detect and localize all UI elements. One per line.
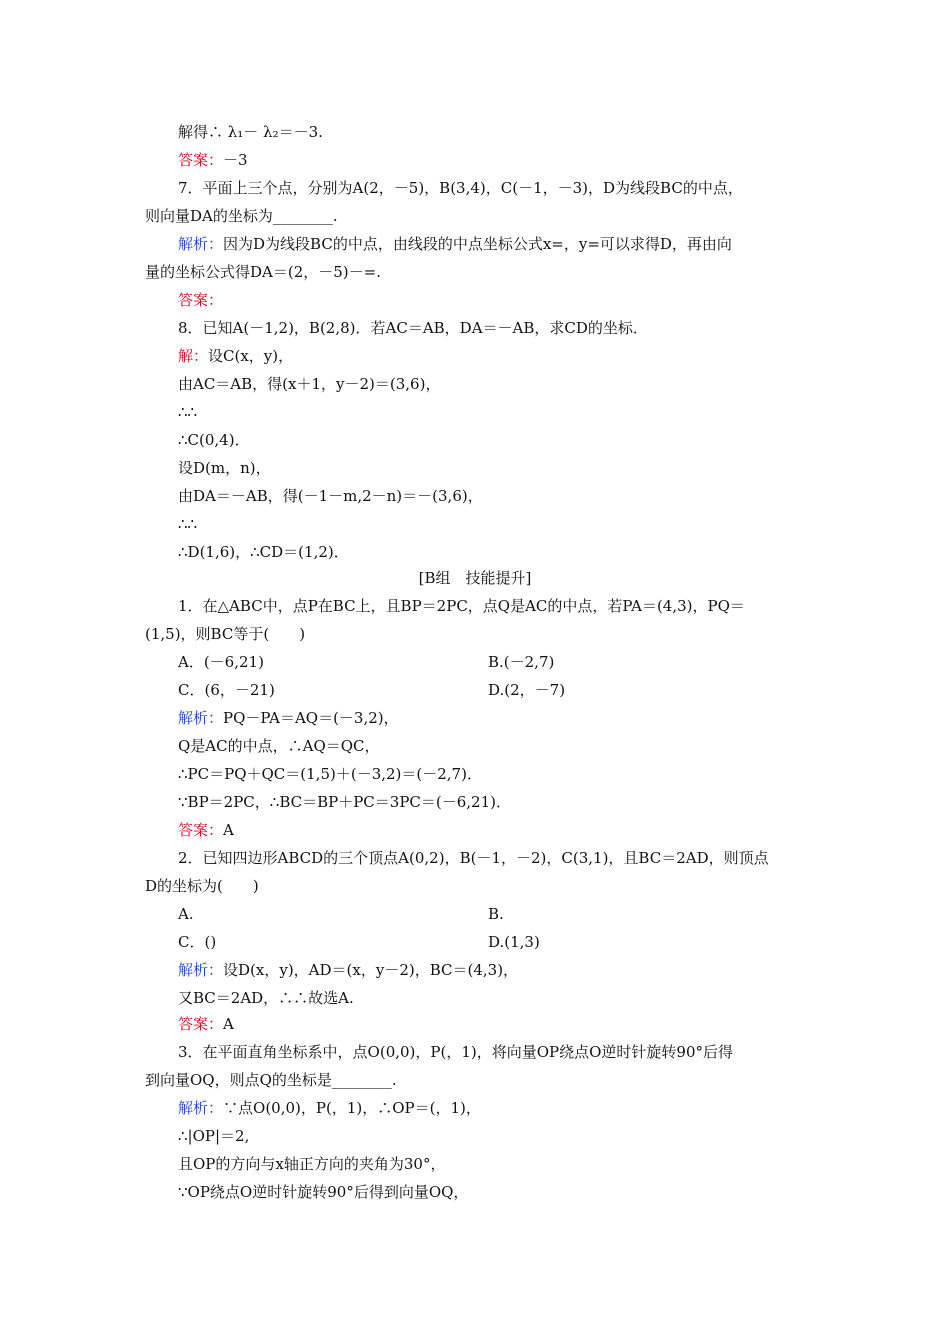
analysis-text: 设D(x，y)，AD＝(x，y－2)，BC＝(4,3)， (223, 961, 519, 979)
analysis-text: ∵点O(0,0)，P(，1)，∴OP＝(，1)， (223, 1099, 481, 1117)
text-line: 由DA＝－AB，得(－1－m,2－n)＝－(3,6)， (178, 487, 483, 505)
question-1-line-1: 1．在△ABC中，点P在BC上，且BP＝2PC，点Q是AC的中点，若PA＝(4,3)，PQ＝ (178, 597, 745, 615)
option-b: B.(－2,7) (488, 653, 555, 671)
text-line: ∴∴ (178, 515, 198, 533)
analysis-text: PQ－PA＝AQ＝(－3,2)， (223, 709, 399, 727)
section-heading: [B组 技能提升] (418, 569, 532, 587)
answer-value: A (223, 821, 234, 839)
text-line: ∵BP＝2PC，∴BC＝BP＋PC＝3PC＝(－6,21)． (178, 793, 511, 811)
option-b: B. (488, 905, 504, 923)
answer-value: －3 (223, 151, 248, 169)
text-line: 设D(m，n)， (178, 459, 271, 477)
text-line: 又BC＝2AD，∴∴故选A. (178, 989, 354, 1007)
answer-label: 答案： (178, 291, 224, 309)
answer-line (178, 1014, 234, 1034)
text-line: Q是AC的中点，∴AQ＝QC， (178, 737, 380, 755)
answer-label: 答案： (178, 821, 224, 839)
question-2-line-2: D的坐标为( ) (145, 877, 259, 895)
text-line: ∵OP绕点O逆时针旋转90°后得到向量OQ， (178, 1183, 469, 1201)
answer-line (178, 820, 234, 840)
analysis-text: 因为D为线段BC的中点，由线段的中点坐标公式x=，y=可以求得D，再由向 (223, 235, 732, 253)
analysis-line (178, 708, 399, 728)
text-line: ∴PC＝PQ＋QC＝(1,5)＋(－3,2)＝(－2,7)． (178, 765, 482, 783)
analysis-line (178, 1098, 481, 1118)
text-line: 且OP的方向与x轴正方向的夹角为30°， (178, 1155, 446, 1173)
answer-line (178, 150, 248, 170)
text-line: ∴|OP|＝2, (178, 1127, 250, 1145)
text-line: ∴∴ (178, 403, 198, 421)
solution-text: 设C(x，y)， (208, 347, 294, 365)
text-line: ∴C(0,4)． (178, 431, 250, 449)
answer-line (178, 290, 223, 310)
question-1-line-2: (1,5)，则BC等于( ) (145, 625, 306, 643)
option-a: A．(－6,21) (178, 653, 264, 671)
analysis-line (178, 234, 732, 254)
question-3-line-2: 到向量OQ，则点Q的坐标是________. (145, 1071, 397, 1089)
question-7-line-2: 则向量DA的坐标为________. (145, 207, 338, 225)
solution-label: 解： (178, 347, 209, 365)
question-2-line-1: 2．已知四边形ABCD的三个顶点A(0,2)，B(－1，－2)，C(3,1)，且BC＝2AD，则顶点 (178, 849, 769, 867)
text-line: 由AC＝AB，得(x＋1，y－2)＝(3,6)， (178, 375, 441, 393)
text-line: ∴D(1,6)，∴CD＝(1,2)． (178, 543, 349, 561)
question-8: 8．已知A(－1,2)，B(2,8)．若AC＝AB，DA＝－AB，求CD的坐标． (178, 319, 648, 337)
analysis-label: 解析： (178, 709, 224, 727)
analysis-label: 解析： (178, 235, 224, 253)
answer-value: A (223, 1015, 234, 1033)
option-c: C．() (178, 933, 217, 951)
analysis-label: 解析： (178, 1099, 224, 1117)
option-d: D.(2，－7) (488, 681, 566, 699)
question-7-line-1: 7．平面上三个点，分别为A(2，－5)，B(3,4)，C(－1，－3)，D为线段BC的中点， (178, 179, 743, 197)
option-d: D.(1,3) (488, 933, 540, 951)
solution-line (178, 346, 293, 366)
text-line: 量的坐标公式得DA＝(2，－5)－=. (145, 263, 381, 281)
answer-label: 答案： (178, 1015, 224, 1033)
question-3-line-1: 3．在平面直角坐标系中，点O(0,0)，P(，1)，将向量OP绕点O逆时针旋转90°后得 (178, 1043, 734, 1061)
answer-label: 答案： (178, 151, 224, 169)
option-c: C．(6，－21) (178, 681, 275, 699)
text-line: 解得∴ λ₁－ λ₂＝－3. (178, 123, 323, 141)
analysis-label: 解析： (178, 961, 224, 979)
analysis-line (178, 960, 518, 980)
option-a: A. (178, 905, 194, 923)
